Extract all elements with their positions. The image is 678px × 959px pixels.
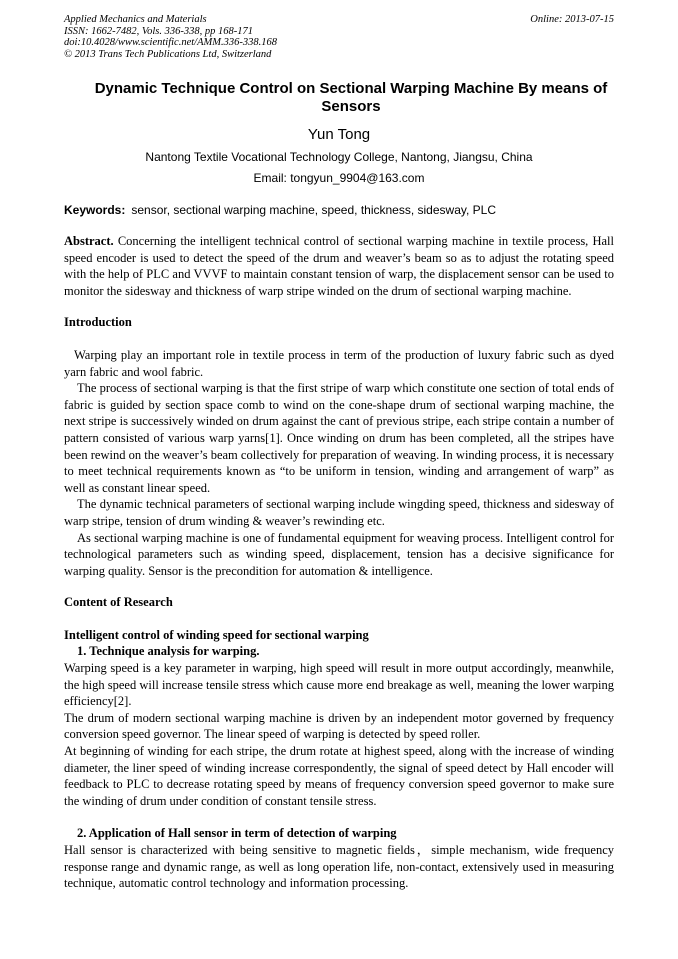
author-email: Email: tongyun_9904@163.com bbox=[253, 171, 425, 185]
intro-paragraph: Warping play an important role in textile process in term of the production of luxury fabric such as dyed yarn fabric and wool fabric. bbox=[64, 347, 614, 379]
paper-title: Dynamic Technique Control on Sectional Warping Machine By means of Sensors bbox=[94, 80, 608, 115]
keywords-label: Keywords: bbox=[64, 203, 126, 217]
content-subheading: Intelligent control of winding speed for sectional warping bbox=[64, 627, 369, 642]
section2-paragraph: Hall sensor is characterized with being sensitive to magnetic fields，simple mechanism, wide frequency response range and dynamic range, as well as long operation life, non-contact, extensively used in measuring technique, automatic control technology and information processing. bbox=[64, 843, 614, 891]
section1-paragraph: Warping speed is a key parameter in warping, high speed will result in more output accordingly, meanwhile, the high speed will increase tensile stress which cause more end breakage as well, meaning the lower warping efficiency[2]. bbox=[64, 661, 614, 709]
section2-body bbox=[64, 842, 614, 892]
paper-page bbox=[64, 14, 614, 892]
content-heading: Content of Research bbox=[64, 595, 173, 610]
section1-body bbox=[64, 660, 614, 809]
introduction-heading: Introduction bbox=[64, 315, 132, 330]
intro-paragraph: As sectional warping machine is one of fundamental equipment for weaving process. Intelligent control for technological parameters such as winding speed, displacement, tension has a decisive significance for warping quality. Sensor is the precondition for automation & intelligence. bbox=[64, 530, 614, 578]
abstract-label: Abstract. bbox=[64, 234, 114, 248]
abstract bbox=[64, 233, 614, 299]
doi-line: doi:10.4028/www.scientific.net/AMM.336-338.168 bbox=[64, 37, 277, 48]
author-affiliation: Nantong Textile Vocational Technology College, Nantong, Jiangsu, China bbox=[145, 150, 533, 164]
section1-paragraph: At beginning of winding for each stripe, the drum rotate at highest speed, along with the increase of winding diameter, the liner speed of winding increase correspondently, the signal of speed detect by Hall encoder will feedback to PLC to decrease rotating speed by means of frequency conversion speed governor to make sure the winding of drum under condition of constant tensile stress. bbox=[64, 744, 614, 808]
section1-paragraph: The drum of modern sectional warping machine is driven by an independent motor governed by frequency conversion speed governor. The linear speed of warping is detected by speed roller. bbox=[64, 710, 614, 742]
copyright-line: © 2013 Trans Tech Publications Ltd, Switzerland bbox=[64, 48, 272, 60]
intro-paragraph: The process of sectional warping is that the first stripe of warp which constitute one section of total ends of fabric is guided by section space comb to wind on the cone-shape drum of sectional warping machine, the next stripe is successively winded on drum against the cant of previous stripe, each stripe contain a number of pattern consisted of various warp yarns[1]. Once winding on drum has been completed, all the stripes have been rewind on the weaver’s beam collectively for preparation of weaving. In winding process, it is necessary to meet technical requirements known as “to be uniform in tension, winding and arrangement of warp” as well as constant linear speed. bbox=[64, 381, 614, 495]
online-date: Online: 2013-07-15 bbox=[530, 14, 614, 25]
section1-heading: 1. Technique analysis for warping. bbox=[77, 644, 260, 659]
journal-header bbox=[64, 14, 614, 60]
section2-heading: 2. Application of Hall sensor in term of detection of warping bbox=[77, 826, 397, 841]
keywords-text: sensor, sectional warping machine, speed, thickness, sidesway, PLC bbox=[131, 203, 496, 217]
issn-line: ISSN: 1662-7482, Vols. 336-338, pp 168-171 bbox=[64, 25, 253, 37]
author-name: Yun Tong bbox=[307, 126, 371, 143]
journal-name: Applied Mechanics and Materials bbox=[64, 14, 207, 25]
introduction-body bbox=[64, 347, 614, 579]
keywords bbox=[64, 203, 614, 218]
intro-paragraph: The dynamic technical parameters of sectional warping include wingding speed, thickness and sidesway of warp stripe, tension of drum winding & weaver’s rewinding etc. bbox=[64, 497, 614, 528]
abstract-text: Concerning the intelligent technical control of sectional warping machine in textile process, Hall speed encoder is used to detect the speed of the drum and weaver’s beam so as to adjust the rotating speed with the help of PLC and VVVF to maintain constant tension of warp, the displacement sensor can be used to monitor the sidesway and thickness of warp stripe winded on the drum of sectional warping machine. bbox=[64, 234, 615, 298]
